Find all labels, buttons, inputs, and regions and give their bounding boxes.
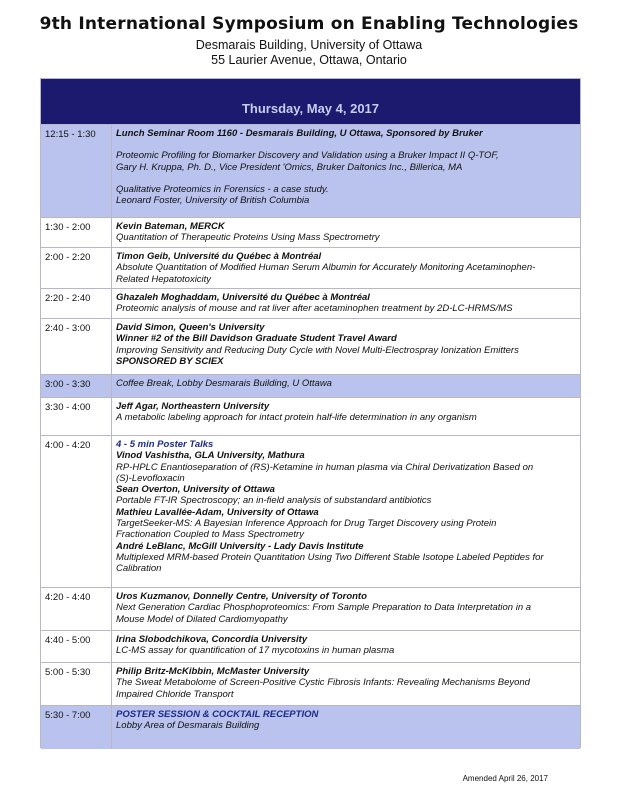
venue-line: Desmarais Building, University of Ottawa [195,38,423,52]
schedule-row [41,124,580,217]
session-time: 4:00 - 4:20 [45,440,91,451]
talk-title: Qualitative Proteomics in Forensics - a case study. [116,183,329,195]
session-details [116,591,571,625]
session-details [116,221,571,244]
session-time: 2:40 - 3:00 [45,323,91,334]
talk-title: Proteomic Profiling for Biomarker Discovery and Validation using a Bruker Impact II Q-TOF, [116,150,499,162]
schedule-row [41,217,580,247]
column-divider [111,218,112,247]
talk-title: Related Hepatotoxicity [116,273,212,285]
page-title: 9th International Symposium on Enabling Technologies [39,14,579,34]
session-time: 5:00 - 5:30 [45,667,91,678]
column-divider [111,398,112,435]
session-details [116,709,571,732]
talk-title: RP-HPLC Enantioseparation of (RS)-Ketamine in human plasma via Chiral Derivatization Based on [116,461,534,473]
column-divider [111,248,112,288]
column-divider [111,631,112,662]
column-divider [111,289,112,318]
talk-title: Impaired Chloride Transport [116,688,234,700]
schedule-row [41,288,580,318]
talk-title: Multiplexed MRM-based Protein Quantitation Using Two Different Stable Isotope Labeled Peptides for [116,551,544,563]
speaker-line: Philip Britz-McKibbin, McMaster University [116,666,310,677]
talk-title: LC-MS assay for quantification of 17 mycotoxins in human plasma [116,645,395,657]
session-time: 4:20 - 4:40 [45,592,91,603]
talk-title: Leonard Foster, University of British Columbia [116,195,310,207]
speaker-line: SPONSORED BY SCIEX [116,355,224,367]
speaker-line: Mathieu Lavallée-Adam, University of Ottawa [116,506,319,518]
talk-title: Next Generation Cardiac Phosphoproteomics: From Sample Preparation to Data Interpretation in a [116,602,532,614]
talk-title: TargetSeeker-MS: A Bayesian Inference Approach for Drug Target Discovery using Protein [116,518,497,530]
talk-title: A metabolic labeling approach for intact protein half-life determination in any organism [116,412,477,424]
schedule-row [41,662,580,705]
day-header-band [41,79,580,124]
speaker-line: Uros Kuzmanov, Donnelly Centre, University of Toronto [116,591,367,602]
schedule-row [41,587,580,630]
session-details [116,128,571,206]
column-divider [111,663,112,705]
address-line: 55 Laurier Avenue, Ottawa, Ontario [211,53,407,67]
spacer [116,139,571,150]
speaker-line: André LeBlanc, McGill University - Lady Davis Institute [116,540,364,552]
session-details [116,634,571,657]
schedule-row [41,318,580,374]
talk-title: Mouse Model of Dilated Cardiomyopathy [116,613,288,625]
session-details [116,666,571,700]
speaker-line: Timon Geib, Université du Québec à Montréal [116,251,322,262]
column-divider [111,319,112,374]
talk-title: Gary H. Kruppa, Ph. D., Vice President 'Omics, Bruker Daltonics Inc., Billerica, MA [116,161,463,173]
session-details [116,251,571,285]
session-details [116,439,571,575]
session-time: 4:40 - 5:00 [45,635,91,646]
spacer [116,173,571,184]
talk-title: (S)-Levofloxacin [116,472,185,484]
day-heading: Thursday, May 4, 2017 [241,101,380,116]
session-details [116,322,571,367]
column-divider [111,706,112,749]
session-time: 12:15 - 1:30 [45,129,96,140]
speaker-line: Irina Slobodchikova, Concordia University [116,634,308,645]
speaker-line: Lunch Seminar Room 1160 - Desmarais Building, U Ottawa, Sponsored by Bruker [116,128,483,139]
talk-title: Lobby Area of Desmarais Building [116,720,260,732]
speaker-line: Sean Overton, University of Ottawa [116,484,275,496]
schedule-row [41,247,580,288]
schedule-row [41,397,580,435]
session-heading: 4 - 5 min Poster Talks [116,439,214,450]
talk-title: Improving Sensitivity and Reducing Duty Cycle with Novel Multi-Electrospray Ionization Emitters [116,344,519,356]
column-divider [111,436,112,587]
schedule-row [41,705,580,749]
speaker-line: Ghazaleh Moghaddam, Université du Québec à Montréal [116,292,370,303]
amended-note: Amended April 26, 2017 [462,774,548,783]
schedule-row [41,374,580,397]
talk-title: The Sweat Metabolome of Screen-Positive Cystic Fibrosis Infants: Revealing Mechanisms Beyond [116,677,530,689]
talk-title: Absolute Quantitation of Modified Human Serum Albumin for Accurately Monitoring Acetaminophen- [116,262,536,274]
talk-title: Fractionation Coupled to Mass Spectrometry [116,529,304,541]
speaker-line: Vinod Vashistha, GLA University, Mathura [116,450,305,462]
session-time: 1:30 - 2:00 [45,222,91,233]
session-time: 2:20 - 2:40 [45,293,91,304]
session-details [116,401,571,424]
schedule-table [40,78,581,748]
talk-title: Calibration [116,563,162,575]
speaker-line: David Simon, Queen's University [116,322,265,333]
session-time: 2:00 - 2:20 [45,252,91,263]
session-details [116,378,571,389]
speaker-line: Jeff Agar, Northeastern University [116,401,270,412]
talk-title: Quantitation of Therapeutic Proteins Using Mass Spectrometry [116,232,380,244]
talk-title: Proteomic analysis of mouse and rat liver after acetaminophen treatment by 2D-LC-HRMS/MS [116,303,513,315]
session-time: 3:30 - 4:00 [45,402,91,413]
column-divider [111,375,112,397]
schedule-row [41,630,580,662]
column-divider [111,588,112,630]
talk-title: Coffee Break, Lobby Desmarais Building, U Ottawa [116,378,332,389]
speaker-line: Winner #2 of the Bill Davidson Graduate Student Travel Award [116,333,397,345]
session-time: 3:00 - 3:30 [45,379,91,390]
talk-title: Portable FT-IR Spectroscopy; an in-field analysis of substandard antibiotics [116,495,432,507]
session-details [116,292,571,315]
speaker-line: Kevin Bateman, MERCK [116,221,225,232]
schedule-row [41,435,580,587]
column-divider [111,125,112,217]
session-time: 5:30 - 7:00 [45,710,91,721]
session-heading: POSTER SESSION & COCKTAIL RECEPTION [116,709,319,720]
